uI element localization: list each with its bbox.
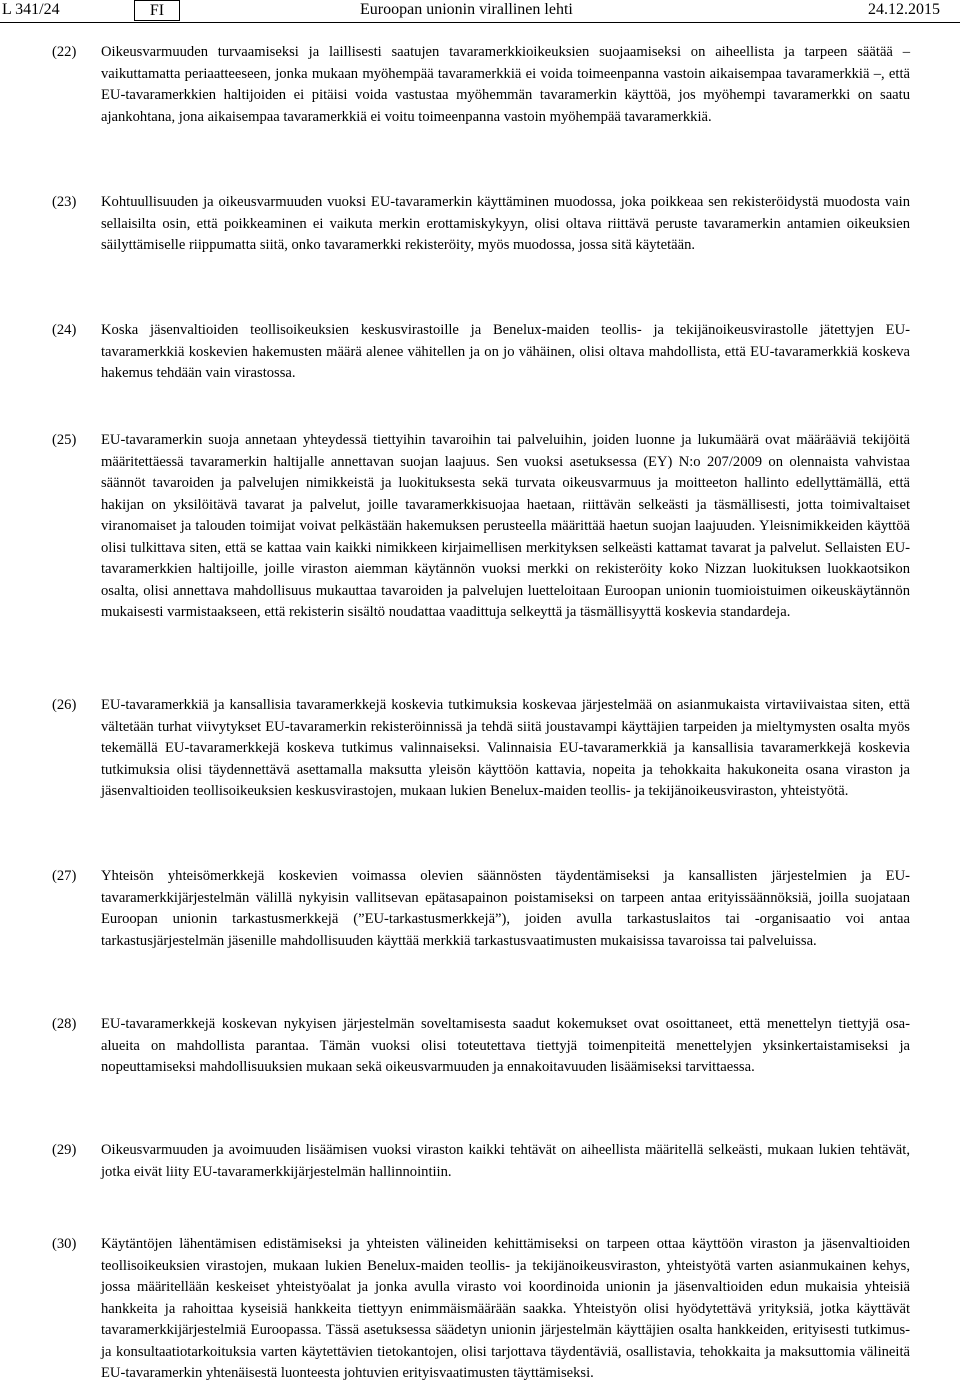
recital-number: (25) — [52, 432, 77, 448]
recital-number: (29) — [52, 1142, 77, 1158]
publication-date: 24.12.2015 — [868, 1, 940, 18]
page-number: L 341/24 — [2, 1, 60, 18]
recital-number: (22) — [52, 44, 77, 60]
recital-number: (23) — [52, 194, 77, 210]
recital-text: EU-tavaramerkkejä koskevan nykyisen järjestelmän soveltamisesta saadut kokemukset ovat osoittaneet, että menettelyn tiettyjä osa-alueita on mahdollista parantaa. Tämän vuoksi olisi toteutettava tiettyjä toimenpiteitä menettelyjen yksinkertaistamiseksi ja nopeuttamiseksi mahdollisuuksien mukaan sekä oikeusvarmuuden ja ennakoitavuuden lisäämiseksi tarvittaessa. — [101, 1016, 910, 1075]
recital-number: (27) — [52, 868, 77, 884]
recital-text: Oikeusvarmuuden ja avoimuuden lisäämisen vuoksi viraston kaikki tehtävät on aiheellista määritellä selkeästi, mukaan lukien tehtävät, jotka eivät liity EU-tavaramerkkijärjestelmän hallinnointiin. — [101, 1142, 910, 1180]
recital-text: Käytäntöjen lähentämisen edistämiseksi ja yhteisten välineiden kehittämiseksi on tarpeen ottaa käyttöön viraston ja jäsenvaltioiden teollisoikeuksien virastojen, mukaan lukien Benelux-maiden teollis- ja tekijänoikeusviraston, yhteistyötä varten asianmukainen kehys, jossa määritellään keskeiset yhteistyöalat ja jonka avulla virasto voi koordinoida unionin ja jäsenvaltioiden edun mukaisia yhteisiä hankkeita ja rahoittaa kyseisiä hankkeita tiettyyn enimmäismäärään saakka. Yhteistyön olisi hyödytettävä yrityksiä, jotka käyttävät tavaramerkkijärjestelmiä Euroopassa. Tässä asetuksessa säädetyn unionin järjestelmän käyttäjien osalta hankkeiden, erityisesti tutkimus- ja konsultaatiotarkoituksia varten käytettävien tietokantojen, olisi tarjottava täydentäviä, osallistavia, tehokkaita ja maksuttomia välineitä EU-tavaramerkin yhtenäisestä luonteesta johtuvien erityisvaatimusten täyttämiseksi. — [101, 1236, 910, 1381]
language-box: FI — [134, 0, 180, 21]
recital-text: Yhteisön yhteisömerkkejä koskevien voimassa olevien säännösten täydentämiseksi ja kansallisten järjestelmien ja EU-tavaramerkkijärjestelmän välillä nykyisin vallitsevan epätasapainon poistamiseksi on tarpeen antaa erityissäännöksiä, joilla suojataan Euroopan unionin tarkastusmerkkejä (”EU-tarkastusmerkkejä”), joiden avulla tarkastuslaitos tai -organisaatio voi antaa tarkastusjärjestelmän jäsenille mahdollisuuden käyttää merkkiä tarkastusvaatimusten mukaisissa tavaroissa tai palveluissa. — [101, 868, 910, 949]
header-rule — [0, 22, 960, 23]
recital-number: (24) — [52, 322, 77, 338]
recital-text: Oikeusvarmuuden turvaamiseksi ja laillisesti saatujen tavaramerkkioikeuksien suojaamiseksi on aiheellista ja tarpeen säätää – vaikuttamatta periaatteeseen, jonka mukaan myöhempää tavaramerkkiä ei voida toimeenpanna vastoin aikaisempaa tavaramerkkiä –, että EU-tavaramerkkien haltijoiden ei pitäisi voida vastustaa myöhemmän tavaramerkin käyttöä, jos myöhempi tavaramerkki on saatu ajankohtana, jona aikaisempaa tavaramerkkiä ei voitu toimeenpanna vastoin myöhempää tavaramerkkiä. — [101, 44, 910, 125]
recital-number: (26) — [52, 697, 77, 713]
journal-title: Euroopan unionin virallinen lehti — [360, 1, 573, 18]
recital-text: EU-tavaramerkin suoja annetaan yhteydessä tiettyihin tavaroihin tai palveluihin, joiden luonne ja lukumäärä ovat määrääviä tekijöitä määritettäessä tavaramerkin haltijalle annettavan suojan laajuus. Sen vuoksi asetuksessa (EY) N:o 207/2009 on olennaista vahvistaa säännöt tavaroiden ja palvelujen nimikkeistä ja luokituksesta sekä turvata oikeusvarmuus ja moitteeton hallinto edellyttämällä, että hakijan on yksilöitävä tavarat ja palvelut, joille tavaramerkkisuojaa haetaan, riittävän selkeästi ja täsmällisesti, jotta toimivaltaiset viranomaiset ja talouden toimijat voivat pelkästään hakemuksen perusteella määrittää haetun suojan laajuuden. Yleisnimikkeiden käyttöä olisi tulkittava siten, että se kattaa vain kaikki nimikkeen kirjaimellisen merkityksen selkeästi kattamat tavarat ja palvelut. Sellaisten EU-tavaramerkkien haltijoille, joille viraston aiemman käytännön vuoksi merkki on rekisteröity koko Nizzan luokituksen luokkaotsikon osalta, olisi annettava mahdollisuus mukauttaa tavaroiden ja palvelujen luetteloitaan Euroopan unionin tuomioistuimen oikeuskäytännön mukaisesti varmistaakseen, että rekisterin sisältö noudattaa vaadittuja selkeyttä ja täsmällisyyttä koskevia standardeja. — [101, 432, 910, 620]
recital-text: EU-tavaramerkkiä ja kansallisia tavaramerkkejä koskevia tutkimuksia koskevaa järjestelmää on asianmukaista virtaviivaistaa siten, että vältetään turhat viivytykset EU-tavaramerkin rekisteröinnissä ja tehdä siitä joustavampi käyttäjien tarpeiden ja mieltymysten osalta myös tekemällä EU-tavaramerkkejä koskeva tutkimus valinnaiseksi. Valinnaisia EU-tavaramerkkiä ja kansallisia tavaramerkkejä koskevia tutkimuksia olisi täydennettävä asettamalla maksutta yleisön käyttöön kattavia, nopeita ja tehokkaita hakukoneita osana viraston ja jäsenvaltioiden teollisoikeuksien keskusvirastojen, mukaan lukien Benelux-maiden teollis- ja tekijänoikeusviraston, yhteistyötä. — [101, 697, 910, 799]
recital-text: Kohtuullisuuden ja oikeusvarmuuden vuoksi EU-tavaramerkin käyttäminen muodossa, joka poikkeaa sen rekisteröidystä muodosta vain sellaisilta osin, että poikkeaminen ei vaikuta merkin erottamiskykyyn, olisi oltava riittävä peruste tavaramerkin antamien oikeuksien säilyttämiselle riippumatta siitä, onko tavaramerkki rekisteröity, myös muodossa, jossa sitä käytetään. — [101, 194, 910, 253]
recital-text: Koska jäsenvaltioiden teollisoikeuksien keskusvirastoille ja Benelux-maiden teollis- ja tekijänoikeusvirastolle jätettyjen EU-tavaramerkkiä koskevien hakemusten määrä alenee vähitellen ja on jo vähäinen, olisi oltava mahdollista, että EU-tavaramerkkiä koskeva hakemus tehdään vain virastossa. — [101, 322, 910, 381]
page-header — [0, 0, 960, 24]
recital-number: (30) — [52, 1236, 77, 1252]
recital-number: (28) — [52, 1016, 77, 1032]
